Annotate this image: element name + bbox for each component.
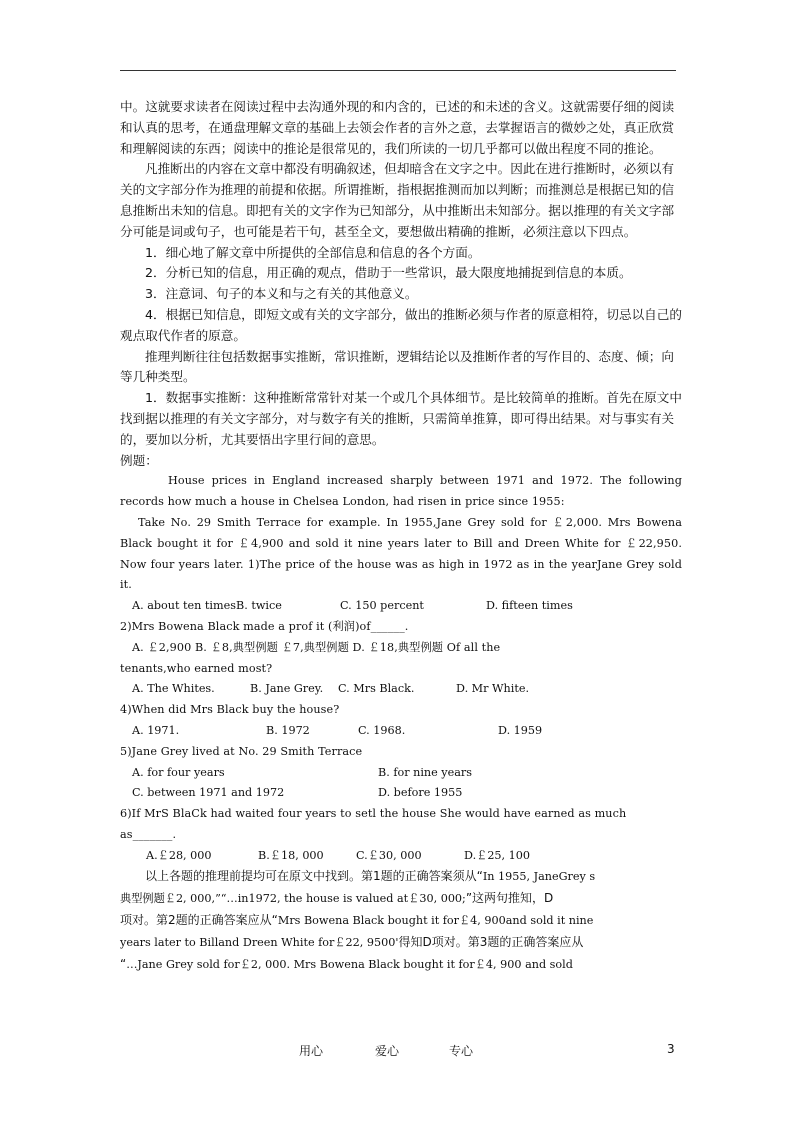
question-6-blank: as_______. <box>120 827 177 841</box>
list-item: 4．根据已知信息，即短文或有关的文字部分，做出的推断必须与作者的原意相符，切忌以自己的观点取代作者的原意。 <box>120 306 682 343</box>
question-6-stem: 6)If MrS BlaCk had waited four years to setl the house She would have earned as much <box>120 807 627 821</box>
question-2-options: A. ￡2,900 B. ￡8,典型例题 ￡7,典型例题 D. ￡18,典型例题 Of all the <box>132 640 501 654</box>
option: B. 1972 <box>266 723 310 737</box>
passage-paragraph: House prices in England increased sharply between 1971 and 1972. The following records how much a house in Chelsea London, had risen in price since 1955: <box>120 474 682 509</box>
option: C.￡30, 000 <box>356 848 422 862</box>
page-number: 3 <box>667 1042 675 1056</box>
footer-word: 专心 <box>449 1044 474 1058</box>
question-3-options <box>120 679 682 700</box>
option: A. 1971. <box>132 723 180 737</box>
option: A. for four years <box>132 765 225 779</box>
option: B. for nine years <box>378 765 472 779</box>
header-rule <box>120 70 676 71</box>
list-item: 2．分析已知的信息，用正确的观点，借助于一些常识，最大限度地捕捉到信息的本质。 <box>145 265 632 281</box>
option: D. fifteen times <box>486 599 573 613</box>
option: C. 150 percent <box>340 599 424 613</box>
answer-line: 以上各题的推理前提均可在原文中找到。第1题的正确答案须从“In 1955, JaneGrey s <box>145 869 596 884</box>
question-5-options <box>120 763 682 784</box>
option: C. Mrs Black. <box>338 682 415 696</box>
option: C. between 1971 and 1972 <box>132 786 285 800</box>
footer-word: 爱心 <box>375 1044 400 1058</box>
option: C. 1968. <box>358 723 406 737</box>
question-6-options <box>120 846 682 867</box>
example-heading: 例题： <box>120 452 158 468</box>
option: B. twice <box>236 599 282 613</box>
option: D. before 1955 <box>378 786 463 800</box>
list-item: 1．细心地了解文章中所提供的全部信息和信息的各个方面。 <box>145 244 481 260</box>
footer-word: 用心 <box>299 1044 324 1058</box>
list-item: 3．注意词、句子的本义和与之有关的其他意义。 <box>145 286 418 302</box>
option: A. The Whites. <box>132 682 215 696</box>
question-2-stem: 2)Mrs Bowena Black made a prof it (利润)of______. <box>120 619 409 633</box>
paragraph: 中。这就要求读者在阅读过程中去沟通外现的和内含的，已述的和未述的含义。这就需要仔细的阅读和认真的思考，在通盘理解文章的基础上去领会作者的言外之意，去掌握语言的微妙之处，真正欣赏和理解阅读的东西；阅读中的推论是很常见的，我们所读的一切几乎都可以做出程度不同的推论。 <box>120 99 675 156</box>
option: D.￡25, 100 <box>464 848 531 862</box>
paragraph: 1．数据事实推断：这种推断常常针对某一个或几个具体细节。是比较简单的推断。首先在原文中找到据以推理的有关文字部分，对与数字有关的推断，只需简单推算，即可得出结果。对与事实有关的，要加以分析，尤其要悟出字里行间的意思。 <box>120 390 682 447</box>
paragraph: 凡推断出的内容在文章中都没有明确叙述，但却暗含在文字之中。因此在进行推断时，必须以有关的文字部分作为推理的前提和依据。所谓推断，指根据推测而加以判断；而推测总是根据已知的信息推断出未知的信息。即把有关的文字作为已知部分，从中推断出未知部分。据以推理的有关文字部分可能是词或句子，也可能是若干句，甚至全文，要想做出精确的推断，必须注意以下四点。 <box>120 161 675 239</box>
answer-line: 典型例题￡2, 000,”“…in1972, the house is valued at￡30, 000;”这两句推知，D <box>120 891 554 906</box>
page-body <box>120 97 682 975</box>
option: B. Jane Grey. <box>250 682 324 696</box>
page-footer <box>0 1042 794 1062</box>
option: D. 1959 <box>498 723 543 737</box>
answer-line: years later to Billand Dreen White for￡22, 9500'得知D项对。第3题的正确答案应从 <box>120 934 584 949</box>
option: A. about ten times <box>132 599 236 613</box>
option: B.￡18, 000 <box>258 848 324 862</box>
passage-paragraph: Take No. 29 Smith Terrace for example. In 1955,Jane Grey sold for ￡2,000. Mrs Bowena Black bought it for ￡4,900 and sold it nine years later to Bill and Dreen White for ￡22,950. Now four years later. 1)The price of the house was as high in 1972 as in the yearJane Grey sold it. <box>120 515 682 592</box>
paragraph: 推理判断往往包括数据事实推断，常识推断，逻辑结论以及推断作者的写作目的、态度、倾；向等几种类型。 <box>120 348 674 385</box>
question-5-stem: 5)Jane Grey lived at No. 29 Smith Terrace <box>120 744 363 758</box>
question-5-options <box>120 783 682 804</box>
option: D. Mr White. <box>456 682 529 696</box>
question-1-options <box>120 596 682 617</box>
answer-line: “…Jane Grey sold for￡2, 000. Mrs Bowena Black bought it for￡4, 900 and sold <box>120 956 573 971</box>
answer-line: 项对。第2题的正确答案应从“Mrs Bowena Black bought it for￡4, 900and sold it nine <box>120 913 594 928</box>
question-3-stem: tenants,who earned most? <box>120 661 273 675</box>
question-4-stem: 4)When did Mrs Black buy the house? <box>120 703 340 717</box>
question-4-options <box>120 721 682 742</box>
option: A.￡28, 000 <box>146 848 212 862</box>
